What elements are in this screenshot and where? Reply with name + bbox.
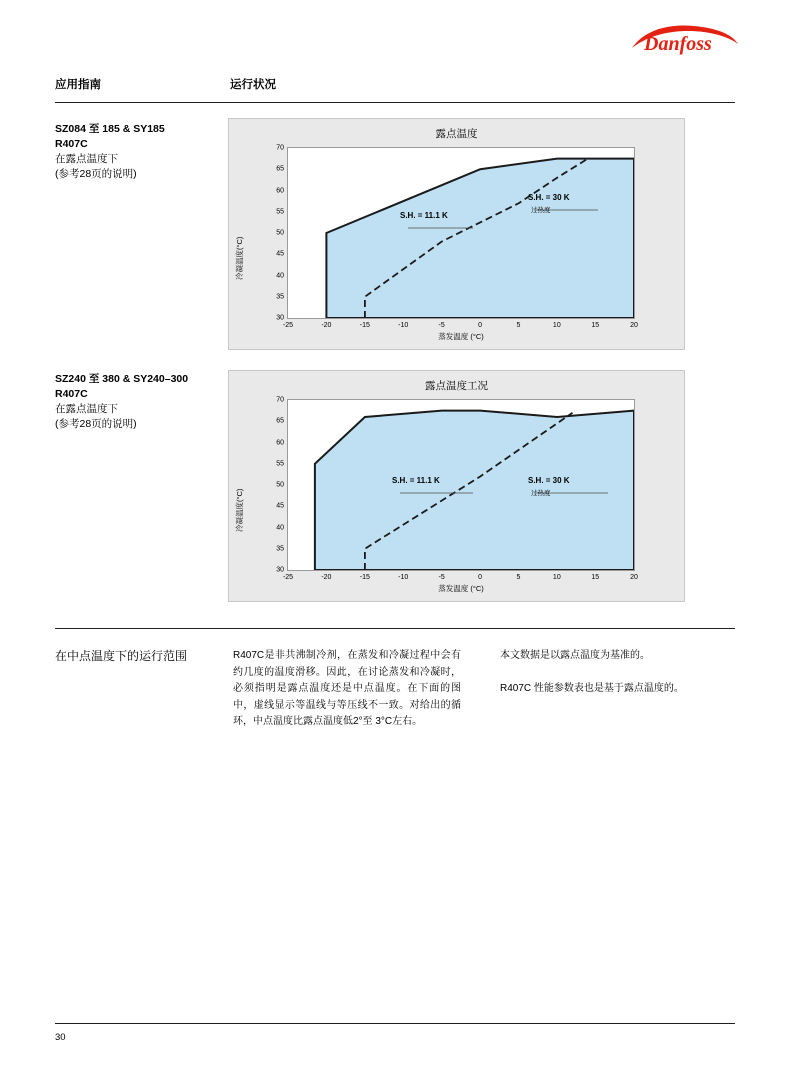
chart-1-ylabel: 冷凝温度(°C) bbox=[235, 236, 244, 280]
caption-chart-1-line3: 在露点温度下 bbox=[55, 153, 118, 165]
chart-1-title: 露点温度 bbox=[435, 128, 478, 140]
chart-2-container bbox=[228, 370, 685, 602]
chart-1-svg bbox=[288, 148, 634, 318]
page-header bbox=[55, 76, 735, 100]
section-divider bbox=[55, 628, 735, 629]
footer-divider bbox=[55, 1023, 735, 1024]
chart-1-xtick--5: -5 bbox=[438, 322, 445, 329]
chart-1-ytick-70: 70 bbox=[276, 144, 284, 152]
chart-2-title: 露点温度工况 bbox=[425, 380, 488, 392]
chart-2-plot bbox=[276, 396, 638, 581]
chart-2-ytick-30: 30 bbox=[276, 566, 284, 574]
chart-2-annotation-superheat: 过热度 bbox=[531, 490, 551, 497]
chart-2-xtick-15: 15 bbox=[591, 574, 600, 581]
caption-chart-2-line2: R407C bbox=[55, 388, 88, 400]
chart-2-annotation-sh30: S.H. = 30 K bbox=[528, 476, 570, 485]
chart-1-xtick--10: -10 bbox=[398, 322, 409, 329]
chart-1-xlabel: 蒸发温度 (°C) bbox=[438, 332, 484, 341]
header-right-title: 运行状况 bbox=[230, 79, 276, 91]
chart-2-xtick--10: -10 bbox=[398, 574, 409, 581]
chart-1-ytick-35: 35 bbox=[276, 293, 284, 301]
caption-chart-1-line2: R407C bbox=[55, 138, 88, 150]
chart-2-ytick-65: 65 bbox=[276, 417, 284, 425]
chart-2-xtick--15: -15 bbox=[359, 574, 370, 581]
chart-1-annotation-superheat: 过热度 bbox=[531, 207, 551, 214]
caption-chart-2-line3: 在露点温度下 bbox=[55, 403, 118, 415]
chart-2-xtick-20: 20 bbox=[630, 574, 638, 581]
body-column-2-paragraph-2: R407C 性能参数表也是基于露点温度的。 bbox=[500, 682, 684, 694]
chart-2-ytick-40: 40 bbox=[276, 524, 284, 531]
body-column-2 bbox=[500, 648, 728, 713]
chart-1-xtick--20: -20 bbox=[321, 322, 332, 329]
chart-2-ytick-70: 70 bbox=[276, 396, 284, 404]
caption-chart-1-line1: SZ084 至 185 & SY185 bbox=[55, 123, 165, 135]
caption-chart-2-line1: SZ240 至 380 & SY240–300 bbox=[55, 373, 189, 385]
chart-2-xtick--25: -25 bbox=[282, 574, 294, 581]
chart-2-xtick-10: 10 bbox=[552, 574, 561, 581]
chart-2-svg bbox=[288, 400, 634, 570]
chart-2-ytick-60: 60 bbox=[276, 439, 284, 446]
chart-2-xtick-5: 5 bbox=[516, 574, 521, 581]
chart-1-xtick-20: 20 bbox=[630, 322, 638, 329]
chart-1-ytick-50: 50 bbox=[276, 229, 284, 237]
chart-1-annotation-sh111: S.H. = 11.1 K bbox=[400, 211, 448, 220]
caption-chart-1 bbox=[55, 122, 225, 182]
chart-2-ylabel: 冷凝温度(°C) bbox=[235, 488, 244, 532]
chart-1-annotation-sh30: S.H. = 30 K bbox=[528, 193, 570, 202]
chart-1-ytick-65: 65 bbox=[276, 165, 284, 173]
caption-chart-2 bbox=[55, 372, 225, 432]
chart-1-ytick-60: 60 bbox=[276, 187, 284, 194]
chart-2-annotation-sh111: S.H. = 11.1 K bbox=[392, 476, 440, 485]
chart-1-plot bbox=[276, 144, 638, 329]
chart-1-ytick-30: 30 bbox=[276, 314, 284, 322]
chart-2-xtick-0: 0 bbox=[478, 574, 482, 581]
chart-2-ytick-50: 50 bbox=[276, 481, 284, 489]
chart-1-ytick-45: 45 bbox=[276, 250, 284, 258]
chart-1-xtick-10: 10 bbox=[552, 322, 561, 329]
chart-1-ytick-55: 55 bbox=[276, 208, 284, 216]
chart-1-container bbox=[228, 118, 685, 350]
caption-chart-2-line4: (参考28页的说明) bbox=[55, 418, 137, 430]
caption-chart-1-line4: (参考28页的说明) bbox=[55, 168, 137, 180]
header-divider bbox=[55, 102, 735, 103]
chart-1-xtick-15: 15 bbox=[591, 322, 600, 329]
chart-1-xtick--15: -15 bbox=[359, 322, 370, 329]
chart-1-xtick--25: -25 bbox=[282, 322, 294, 329]
body-column-1: R407C是非共沸制冷剂，在蒸发和冷凝过程中会有约几度的温度滑移。因此，在讨论蒸发和冷凝时，必须指明是露点温度还是中点温度。在下面的图中，虚线显示等温线与等压线不一致。对给出的循环，中点温度比露点温度低2°至 3°C左右。 bbox=[233, 650, 461, 727]
chart-2-ytick-45: 45 bbox=[276, 502, 284, 510]
body-column-2-paragraph-1: 本文数据是以露点温度为基准的。 bbox=[500, 650, 650, 661]
chart-2-xtick--20: -20 bbox=[321, 574, 332, 581]
chart-2-ytick-55: 55 bbox=[276, 460, 284, 468]
chart-2-ytick-35: 35 bbox=[276, 545, 284, 553]
danfoss-logo bbox=[628, 22, 740, 56]
svg-text:Danfoss: Danfoss bbox=[644, 33, 712, 55]
chart-1-xtick-5: 5 bbox=[516, 322, 521, 329]
chart-1-xtick-0: 0 bbox=[478, 322, 482, 329]
chart-1-ytick-40: 40 bbox=[276, 272, 284, 279]
chart-2-xlabel: 蒸发温度 (°C) bbox=[438, 584, 484, 593]
page-number: 30 bbox=[55, 1032, 66, 1043]
chart-2-xtick--5: -5 bbox=[438, 574, 445, 581]
header-left-title: 应用指南 bbox=[55, 79, 101, 91]
section-heading: 在中点温度下的运行范围 bbox=[55, 649, 188, 663]
